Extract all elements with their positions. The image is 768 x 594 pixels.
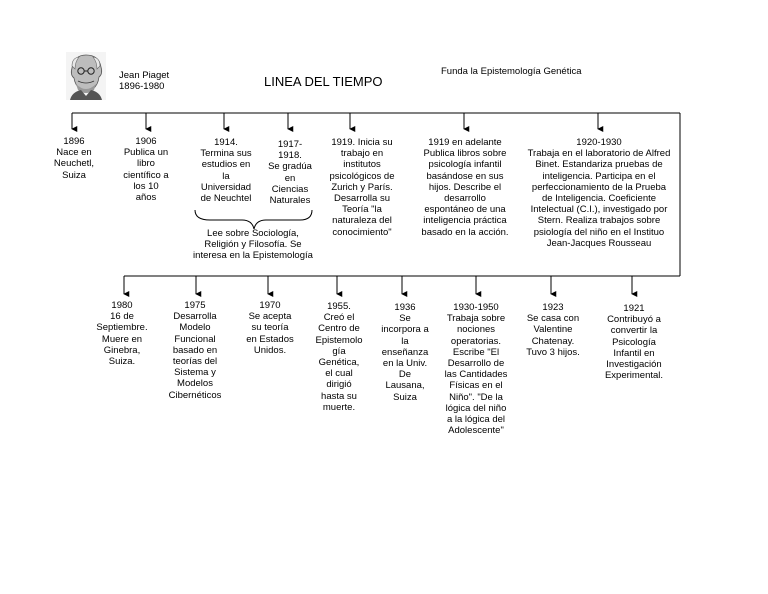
event-1930-1950: 1930-1950 Trabaja sobre nociones operatorias. Escribe "El Desarrollo de las Cantidades Físicas en el Niño". "De la lógica del niño a la lógica del Adolescente" <box>444 302 508 437</box>
event-1906: 1906 Publica un libro científico a los 10 años <box>123 136 169 204</box>
event-1936: 1936 Se incorpora a la enseñanza en la Univ. De Lausana, Suiza <box>381 302 429 403</box>
event-1975: 1975 Desarrolla Modelo Funcional basado en teorías del Sistema y Modelos Cibernéticos <box>168 300 222 401</box>
event-1896: 1896 Nace en Neuchetl, Suiza <box>53 136 95 181</box>
event-1921: 1921 Contribuyó a convertir la Psicología Infantil en Investigación Experimental. <box>604 303 664 382</box>
event-1970: 1970 Se acepta su teoría en Estados Unidos. <box>246 300 294 356</box>
subtitle-epistemology: Funda la Epistemología Genética <box>441 66 582 77</box>
event-1923: 1923 Se casa con Valentine Chatenay. Tuvo 3 hijos. <box>526 302 580 358</box>
event-1919-inicia: 1919. Inicia su trabajo en institutos psicológicos de Zurich y París. Desarrolla su Teoría "la naturaleza del conocimiento" <box>329 137 395 238</box>
event-1920-1930: 1920-1930 Trabaja en el laboratorio de Alfred Binet. Estandariza pruebas de inteligencia. Participa en el perfeccionamiento de la Prueba de Inteligencia. Coeficiente Intelectual (C.I.), investigado por Stern. Realiza trabajos sobre psiología del niño en el Instituo Jean-Jacques Rousseau <box>527 137 671 249</box>
event-1914: 1914. Termina sus estudios en la Universidad de Neuchtel <box>200 137 252 205</box>
person-name-dates: Jean Piaget 1896-1980 <box>119 70 170 92</box>
event-1955: 1955. Creó el Centro de Epistemolo gía Genética, el cual dirigió hasta su muerte. <box>315 301 363 413</box>
brace-note: Lee sobre Sociología, Religión y Filosofía. Se interesa en la Epistemología <box>193 228 313 262</box>
event-1980: 1980 16 de Septiembre. Muere en Ginebra, Suiza. <box>96 300 148 368</box>
page-title: LINEA DEL TIEMPO <box>264 74 383 89</box>
event-1919-adelante: 1919 en adelante Publica libros sobre psicología infantil basándose en sus hijos. Describe el desarrollo espontáneo de una inteligencia práctica basado en la acción. <box>421 137 509 238</box>
event-1917-1918: 1917- 1918. Se gradúa en Ciencias Naturales <box>268 139 312 207</box>
